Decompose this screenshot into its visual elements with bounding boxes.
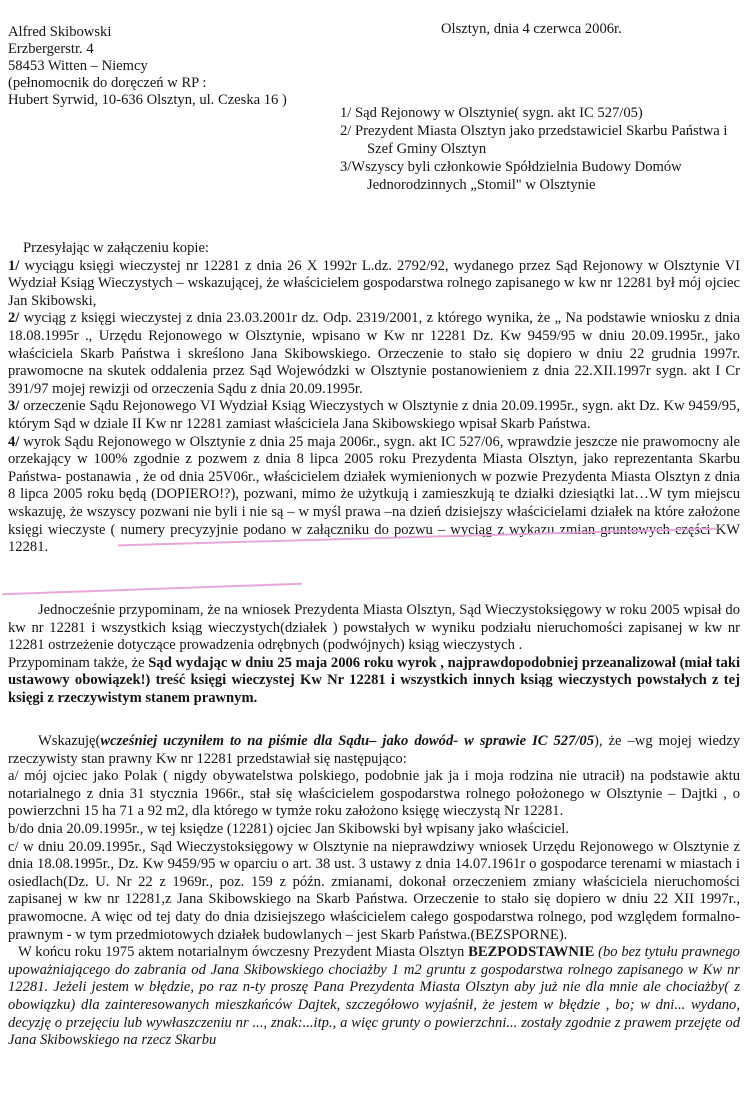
- item-number: 4/: [8, 433, 20, 450]
- item-text: wyciągu księgi wieczystej nr 12281 z dnia 26 X 1992r L.dz. 2792/92, wydanego przez Sąd Rejonowy w Olsztynie VI Wydział Ksiąg Wieczystych – wskazującej, że właścicielem gospodarstwa rolnego zapisanego w kw nr 12281 był mój ojciec Jan Skibowski,: [8, 257, 740, 309]
- recipient: 1/ Sąd Rejonowy w Olsztynie( sygn. akt IC 527/05): [340, 105, 643, 121]
- section-intro: Przesyłając w załączeniu kopie:: [23, 240, 209, 256]
- paragraph-start: W końcu roku 1975 aktem notarialnym ówczesny Prezydent Miasta Olsztyn: [18, 944, 469, 961]
- point-a: a/ mój ojciec jako Polak ( nigdy obywatelstwa polskiego, podobnie jak ja i moja rodzina nie utracił) na podstawie aktu notarialnego z dnia 31 stycznia 1966r., stał się właścicielem gospodarstwa rolnego położonego w Olsztynie – Dajtki , o powierzchni 15 ha 71 a 92 m2, dla którego w tymże roku założono księgę wieczystą Nr 12281.: [8, 768, 740, 820]
- closing-paragraph: [8, 944, 740, 1050]
- point-c: c/ w dniu 20.09.1995r., Sąd Wieczystoksięgowy w Olsztynie na nieprawdziwy wniosek Urzędu Rejonowego w Olsztynie z dnia 18.08.1995r., Dz. Kw 9459/95 w oparciu o art. 38 ust. 3 ustawy z dnia 14.07.1961r o gospodarce terenami w miastach i osiedlach(Dz. U. Nr 22 z 1969r., poz. 159 z późn. zmianami, dokonał orzeczeniem zmiany właściciela nieruchomości zapisanej w kw nr 12281,z Jana Skibowskiego na Skarb Państwa. Orzeczenie to stało się dopiero w dniu 22 XII 1997r., prawomocne. A więc od tej daty do dnia dzisiejszego właścicielem całego gospodarstwa rolnego, pod względem formalno-prawnym - w tym przedmiotowych działek budowlanych – jest Skarb Państwa.(BEZSPORNE).: [8, 838, 740, 943]
- list-item: [8, 258, 740, 311]
- list-item: [8, 310, 740, 398]
- paragraph: [8, 655, 740, 708]
- bold-word: BEZPODSTAWNIE: [468, 944, 595, 961]
- paragraph: Jednocześnie przypominam, że na wniosek Prezydenta Miasta Olsztyn, Sąd Wieczystoksięgowy w roku 2005 wpisał do kw nr 12281 i wszystkich ksiąg wieczystych(działek ) powstałych w wyniku podziału nieruchomości zapisanej w kw nr 12281 ostrzeżenie dotyczące prowadzenia odrębnych (podwójnych) ksiąg wieczystych .: [8, 602, 740, 654]
- italic-passage: (bo bez tytułu prawnego upoważniającego do zabrania od Jana Skibowskiego chociażby 1 m2 gruntu z gospodarstwa rolnego zapisanego w Kw nr 12281. Jeżeli jestem w błędzie, po raz n-ty proszę Pana Prezydenta Miasta Olsztyn aby już nie dla mnie ale chociażby( z obowiązku) dla zainteresowanych mieszkańców Dajtek, szczegółowo wyjaśnił, że jestem w błędzie , bo; w dni... wydano, decyzję o przejęciu lub wywłaszczeniu nr ..., znak:...itp., a więc grunty o powierzchni... zostały zgodnie z prawem przejęte od Jana Skibowskiego na rzecz Skarbu: [8, 944, 740, 1049]
- item-text: wyrok Sądu Rejonowego w Olsztynie z dnia 25 maja 2006r., sygn. akt IC 527/06, wprawdzie jeszcze nie prawomocny ale orzekający w 100% zgodnie z pozwem z dnia 8 lipca 2005 roku Prezydenta Miasta Olsztyn, jako reprezentanta Skarbu Państwa- postanawia , że od dnia 25V06r., właścicielem działek wymienionych w pozwie Prezydenta Miasta Olsztyn z dnia 8 lipca 2005 roku będą (DOPIERO!?), pozwani, mimo że użytkują i zamieszkują te działki dziesiątki lat…W tym miejscu wskazuję, że wszyscy pozwani nie byli i nie są – w myśl prawa –na dzień dzisiejszy właścicielami działek na które założone księgi wieczyste ( numery precyzyjnie podano w załączniku do pozwu – wyciąg z wykazu zmian gruntowych części KW 12281.: [8, 433, 740, 556]
- statement-section: [8, 733, 740, 1050]
- paragraph-start: Przypominam także, że: [8, 654, 149, 671]
- sender-line: 58453 Witten – Niemcy: [8, 58, 148, 74]
- sender-line: Alfred Skibowski: [8, 24, 112, 40]
- item-number: 1/: [8, 257, 20, 274]
- recipient: 2/ Prezydent Miasta Olsztyn jako przedstawiciel Skarbu Państwa i Szef Gminy Olsztyn: [340, 123, 728, 157]
- bold-italic-note: wcześniej uczyniłem to na piśmie dla Sądu– jako dowód- w sprawie IC 527/05: [100, 733, 595, 749]
- point-b: b/do dnia 20.09.1995r., w tej księdze (12281) ojciec Jan Skibowski był wpisany jako właściciel.: [8, 820, 569, 837]
- attachments-section: [8, 240, 740, 557]
- item-text: orzeczenie Sądu Rejonowego VI Wydział Ksiąg Wieczystych w Olsztynie z dnia 20.09.1995r., sygn. akt Dz. Kw 9459/95, którym Sąd w dziale II Kw nr 12281 zamiast właściciela Jana Skibowskiego wpisał Skarb Państwa.: [8, 398, 740, 432]
- sender-line: (pełnomocnik do doręczeń w RP :: [8, 75, 207, 91]
- paragraph-start: Wskazuję(: [38, 733, 101, 749]
- sender-address: [8, 24, 348, 109]
- list-item: [8, 398, 740, 433]
- reminder-section: [8, 602, 740, 708]
- item-number: 3/: [8, 398, 20, 415]
- sender-line: Erzbergerstr. 4: [8, 41, 94, 57]
- highlighter-mark: [2, 583, 302, 595]
- paragraph-rest: ), że –wg mojej wiedzy rzeczywisty stan prawny Kw nr 12281 przedstawiał się następująco:: [8, 733, 740, 767]
- item-number: 2/: [8, 310, 20, 327]
- paragraph: [8, 733, 740, 768]
- recipient: 3/Wszyscy byli członkowie Spółdzielnia Budowy Domów Jednorodzinnych „Stomil" w Olsztynie: [340, 159, 682, 193]
- item-text: wyciąg z księgi wieczystej z dnia 23.03.2001r dz. Odp. 2319/2001, z którego wynika, że „ Na podstawie wniosku z dnia 18.08.1995r ., Urzędu Rejonowego w Olsztynie, wpisano w Kw nr 12281 Dz. Kw 9459/95 w dniu 20.09.1995r., jako właściciela Skarb Państwa i skreślono Jana Skibowskiego. Orzeczenie to stało się dopiero w dniu 22 grudnia 1997r. prawomocne na skutek oddalenia przez Sąd Wojewódzki w Olsztynie postanowieniem z dnia 22.XII.1997r sygn. akt I Cr 391/97 mojej rewizji od orzeczenia Sądu z dnia 20.09.1995r.: [8, 310, 740, 397]
- sender-line: Hubert Syrwid, 10-636 Olsztyn, ul. Czeska 16 ): [8, 92, 287, 108]
- bold-statement: Sąd wydając w dniu 25 maja 2006 roku wyrok , najprawdopodobniej przeanalizował (miał taki ustawowy obowiązek!) treść księgi wieczystej Kw Nr 12281 i wszystkich innych ksiąg wieczystych powstałych z tej księgi z rzeczywistym stanem prawnym.: [8, 654, 740, 706]
- recipients-list: [340, 104, 740, 194]
- place-date: Olsztyn, dnia 4 czerwca 2006r.: [441, 21, 622, 37]
